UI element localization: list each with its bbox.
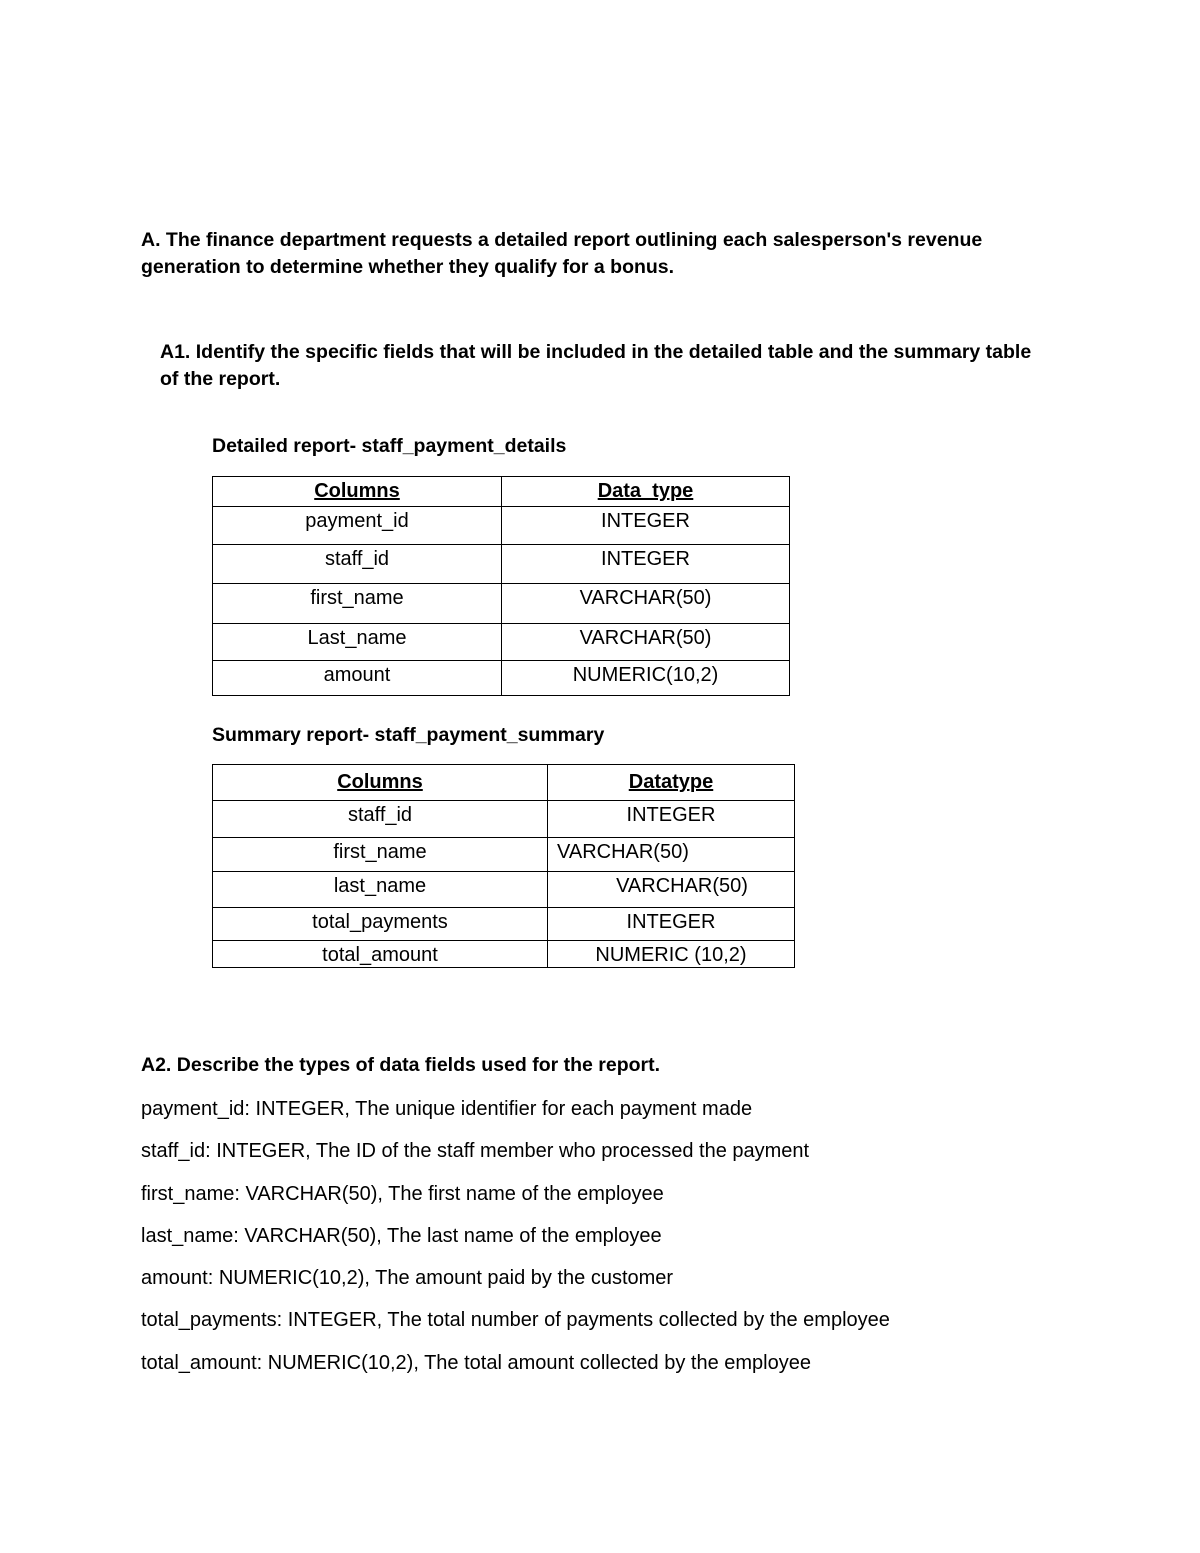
field-description: first_name: VARCHAR(50), The first name of the employee [141,1182,664,1205]
field-description: total_amount: NUMERIC(10,2), The total amount collected by the employee [141,1351,811,1374]
table-cell: last_name [213,872,548,908]
field-description: payment_id: INTEGER, The unique identifier for each payment made [141,1098,753,1120]
table-cell: staff_id [213,801,548,838]
table-cell: VARCHAR(50) [502,624,790,661]
table-row [213,507,790,545]
field-description: last_name: VARCHAR(50), The last name of the employee [141,1224,662,1247]
table-row [213,872,795,908]
detailed-report-title: Detailed report- staff_payment_details [212,435,567,457]
table-row [213,624,790,661]
column-header: Columns [213,765,548,801]
field-description: total_payments: INTEGER, The total number of payments collected by the employee [141,1309,890,1332]
detailed-report-table [212,476,790,696]
field-descriptions [141,1096,890,1392]
field-description: staff_id: INTEGER, The ID of the staff member who processed the payment [141,1140,810,1163]
table-cell: Last_name [213,624,502,661]
summary-report-table [212,764,795,968]
table-row [213,941,795,968]
table-cell: INTEGER [502,545,790,584]
table-cell: total_payments [213,908,548,941]
table-cell: INTEGER [548,908,795,941]
table-cell: total_amount [213,941,548,968]
column-header: Data_type [502,477,790,507]
table-cell: first_name [213,584,502,624]
column-header: Datatype [548,765,795,801]
table-cell: payment_id [213,507,502,545]
table-header-row [213,765,795,801]
field-description: amount: NUMERIC(10,2), The amount paid by the customer [141,1267,674,1290]
section-a-heading: A. The finance department requests a detailed report outlining each salesperson's revenue generation to determine whether they qualify for a bonus. [141,229,983,278]
section-a2-heading: A2. Describe the types of data fields used for the report. [141,1054,661,1076]
table-cell: VARCHAR(50) [548,838,795,872]
summary-report-title: Summary report- staff_payment_summary [212,724,605,746]
table-cell: staff_id [213,545,502,584]
table-cell: INTEGER [502,507,790,545]
table-cell: amount [213,661,502,696]
column-header: Columns [213,477,502,507]
table-row [213,584,790,624]
table-row [213,661,790,696]
table-row [213,545,790,584]
section-a1-heading: A1. Identify the specific fields that will be included in the detailed table and the summary table of the report. [160,341,1032,390]
table-row [213,838,795,872]
table-cell: NUMERIC(10,2) [502,661,790,696]
table-cell: NUMERIC (10,2) [548,941,795,968]
table-cell: VARCHAR(50) [548,872,795,908]
table-row [213,801,795,838]
table-cell: INTEGER [548,801,795,838]
table-cell: first_name [213,838,548,872]
table-cell: VARCHAR(50) [502,584,790,624]
table-header-row [213,477,790,507]
table-row [213,908,795,941]
